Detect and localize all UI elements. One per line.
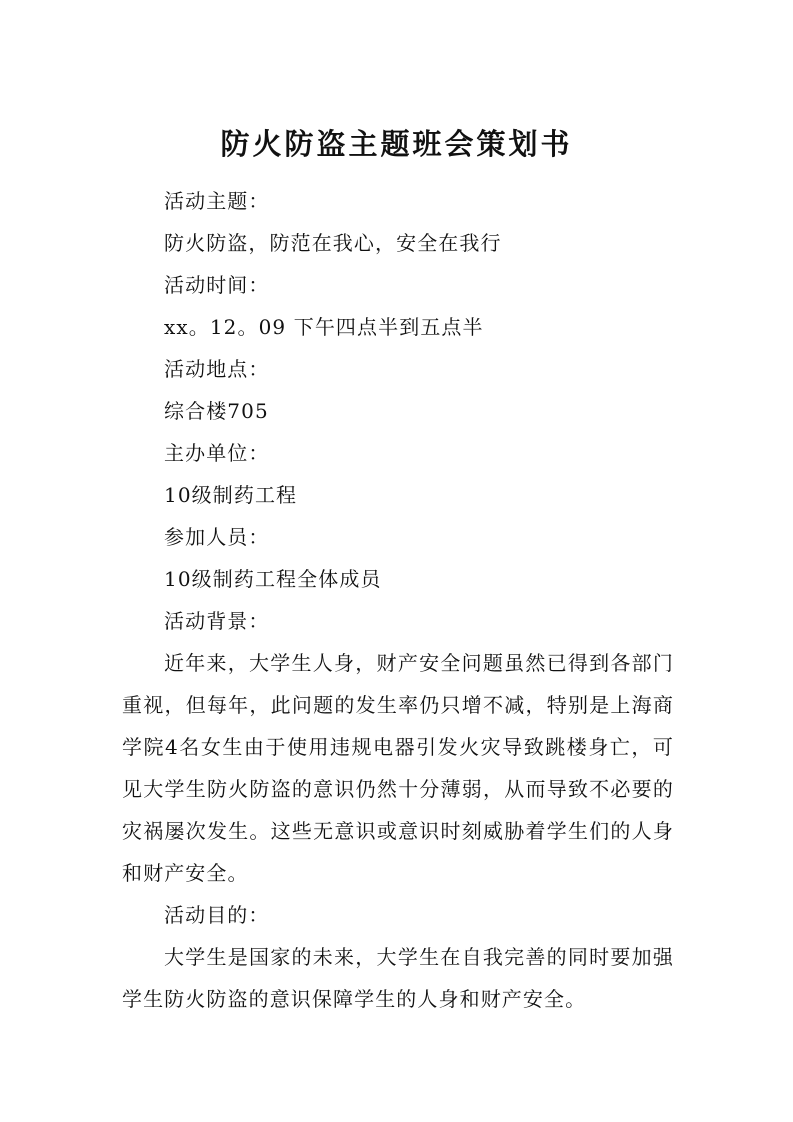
text-line: 灾祸屡次发生。这些无意识或意识时刻威胁着学生们的人身 xyxy=(122,819,674,843)
document-title: 防火防盗主题班会策划书 xyxy=(220,127,573,161)
text-line: 活动背景： xyxy=(164,609,270,633)
text-line: 近年来，大学生人身，财产安全问题虽然已得到各部门 xyxy=(164,651,674,675)
text-line: 见大学生防火防盗的意识仍然十分薄弱，从而导致不必要的 xyxy=(122,777,674,801)
text-line: 10级制药工程全体成员 xyxy=(164,567,382,591)
text-line: 重视，但每年，此问题的发生率仍只增不减，特别是上海商 xyxy=(122,693,674,717)
text-line: 主办单位： xyxy=(164,441,270,465)
text-line: 大学生是国家的未来，大学生在自我完善的同时要加强 xyxy=(164,945,674,969)
text-line: 活动主题： xyxy=(164,189,270,213)
text-line: 防火防盗，防范在我心，安全在我行 xyxy=(164,231,502,255)
text-line: 10级制药工程 xyxy=(164,483,298,507)
text-line: 和财产安全。 xyxy=(122,861,249,885)
text-line: 活动目的： xyxy=(164,903,270,927)
text-line: 综合楼705 xyxy=(164,399,269,423)
text-line: xx。12。09 下午四点半到五点半 xyxy=(164,315,484,339)
text-line: 参加人员： xyxy=(164,525,270,549)
text-line: 活动地点： xyxy=(164,357,270,381)
text-line: 活动时间： xyxy=(164,273,270,297)
text-line: 学院4名女生由于使用违规电器引发火灾导致跳楼身亡，可 xyxy=(122,735,674,759)
text-line: 学生防火防盗的意识保障学生的人身和财产安全。 xyxy=(122,987,587,1011)
document-body xyxy=(122,180,674,1020)
